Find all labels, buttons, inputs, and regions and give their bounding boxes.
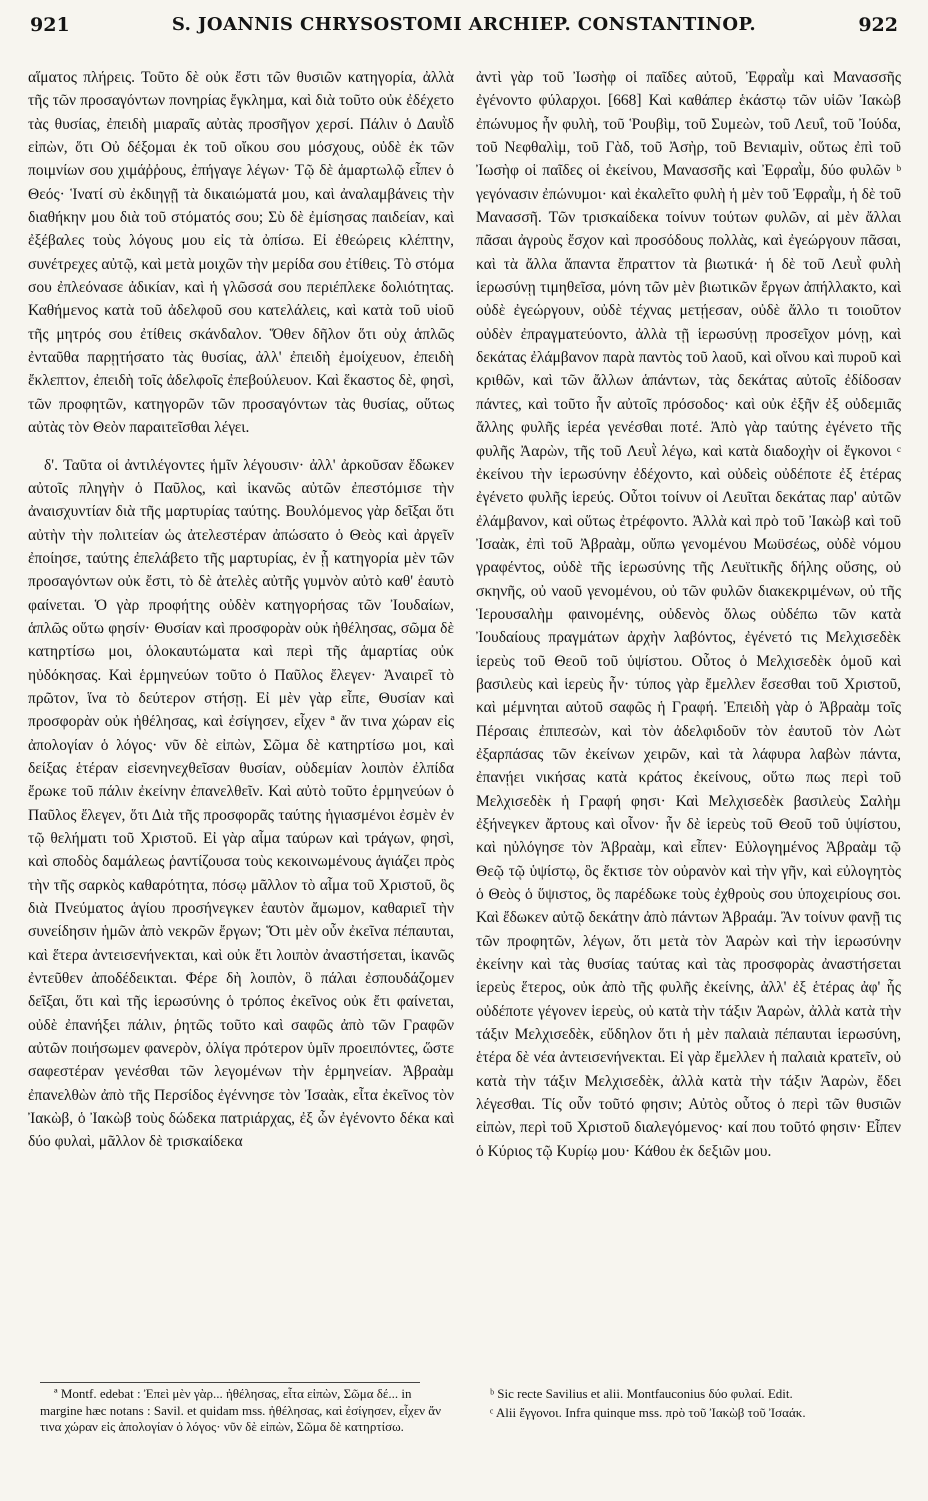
- footnotes-left: [40, 1386, 454, 1438]
- page-number-left: 921: [30, 14, 70, 36]
- page-number-right: 922: [858, 14, 898, 36]
- footnote-divider: [40, 1382, 420, 1383]
- left-column: [28, 66, 454, 1366]
- paragraph: ἀντὶ γὰρ τοῦ Ἰωσὴφ οἱ παῖδες αὐτοῦ, Ἐφραῒμ καὶ Μανασσῆς ἐγένοντο φύλαρχοι. [668] Καὶ καθάπερ ἑκάστῳ τῶν υἱῶν Ἰακὼβ ἐπώνυμος ἦν φυλὴ, τοῦ Ῥουβὶμ, τοῦ Συμεὼν, τοῦ Λευΐ, τοῦ Ἰούδα, τοῦ Νεφθαλὶμ, τοῦ Γὰδ, τοῦ Ἀσὴρ, τοῦ Βενιαμὶν, οὕτως ἐπὶ τοῦ Ἰωσὴφ οἱ παῖδες οἱ ἐκείνου, Μανασσῆς καὶ Ἐφραῒμ, δύο φυλῶν ᵇ γεγόνασιν ἐπώνυμοι· καὶ ἐκαλεῖτο φυλὴ ἡ μὲν τοῦ Ἐφραῒμ, ἡ δὲ τοῦ Μανασσῆ. Τῶν τρισκαίδεκα τοίνυν τούτων φυλῶν, αἱ μὲν ἄλλαι πᾶσαι ἀγροὺς ἔσχον καὶ προσόδους πολλὰς, καὶ ἐγεώργουν πᾶσαι, καὶ τὰ ἄλλα ἅπαντα ἔπραττον τὰ βιωτικά· ἡ δὲ τοῦ Λευῒ φυλὴ ἱερωσύνῃ τιμηθεῖσα, μόνη τῶν μὲν βιωτικῶν ἔργων ἀπήλλακτο, καὶ οὐδὲ ἐγεώργουν, οὐδὲ τέχνας μετῄεσαν, οὐδὲ ἄλλο τι τοιοῦτον οὐδὲν ἐπραγματεύοντο, ἀλλὰ τῇ ἱερωσύνῃ προσεῖχον μόνῃ, καὶ δεκάτας ἐλάμβανον παρὰ παντὸς τοῦ λαοῦ, καὶ οἴνου καὶ πυροῦ καὶ κριθῶν, καὶ τῶν ἄλλων ἁπάντων, τὰς δεκάτας αὐτοῖς ἐδίδοσαν πάντες, καὶ τοῦτο ἦν αὐτοῖς πρόσοδος· καὶ οὐκ ἐξῆν ἐξ οὐδεμιᾶς ἄλλης φυλῆς ἱερέα γενέσθαι ποτέ. Ἀπὸ γὰρ ταύτης ἐγένετο τῆς φυλῆς Ἀαρὼν, τῆς τοῦ Λευῒ λέγω, καὶ κατὰ διαδοχὴν οἱ ἔγκονοι ᶜ ἐκείνου τὴν ἱερωσύνην ἐδέχοντο, καὶ οὐδεὶς οὐδέποτε ἐξ ἑτέρας ἐγένετο φυλῆς ἱερεύς. Οὗτοι τοίνυν οἱ Λευῖται δεκάτας παρ' αὐτῶν ἐλάμβανον, καὶ οὕτως ἐτρέφοντο. Ἀλλὰ καὶ πρὸ τοῦ Ἰακὼβ καὶ τοῦ Ἰσαὰκ, ἐπὶ τοῦ Ἀβραὰμ, οὔπω γενομένου Μωϋσέως, οὐδὲ νόμου γραφέντος, οὐδὲ τῆς ἱερωσύνης τῆς Λευϊτικῆς δήλης οὔσης, οὐ σκηνῆς, οὐ ναοῦ γενομένου, οὐ τῶν φυλῶν διακεκριμένων, οὐ τῆς Ἱερουσαλὴμ φαινομένης, οὐδενὸς ὅλως οὐδέπω τῶν κατὰ Ἰουδαίους πραγμάτων ἀρχὴν λαβόντος, ἐγένετό τις Μελχισεδὲκ ἱερεὺς τοῦ Θεοῦ τοῦ ὑψίστου. Οὗτος ὁ Μελχισεδὲκ ὁμοῦ καὶ βασιλεὺς καὶ ἱερεὺς ἦν· τύπος γὰρ ἔμελλεν ἔσεσθαι τοῦ Χριστοῦ, καὶ μέμνηται αὐτοῦ σαφῶς ἡ Γραφή. Ἐπειδὴ γὰρ ὁ Ἀβραὰμ τοῖς Πέρσαις ἐπιπεσὼν, καὶ τὸν ἀδελφιδοῦν τὸν ἑαυτοῦ τὸν Λὼτ ἐξαρπάσας τῶν ἐκείνων χειρῶν, καὶ τὰ λάφυρα λαβὼν πάντα, ἐπανῄει νικήσας κατὰ κράτος ἐκείνους, οὕτω πως περὶ τοῦ Μελχισεδὲκ ἡ Γραφή φησι· Καὶ Μελχισεδὲκ βασιλεὺς Σαλὴμ ἐξήνεγκεν ἄρτους καὶ οἶνον· ἦν δὲ ἱερεὺς τοῦ Θεοῦ τοῦ ὑψίστου, καὶ ηὐλόγησε τὸν Ἀβραὰμ, καὶ εἶπεν· Εὐλογημένος Ἀβραὰμ τῷ Θεῷ τῷ ὑψίστῳ, ὃς ἔκτισε τὸν οὐρανὸν καὶ τὴν γῆν, καὶ εὐλογητὸς ὁ Θεὸς ὁ ὕψιστος, ὃς παρέδωκε τοὺς ἐχθροὺς σου ὑποχειρίους σοι. Καὶ ἔδωκεν αὐτῷ δεκάτην ἀπὸ πάντων Ἀβραάμ. Ἂν τοίνυν φανῇ τις τῶν προφητῶν, λέγων, ὅτι μετὰ τὸν Ἀαρὼν καὶ τὴν ἱερωσύνην ἐκείνην καὶ τὰς θυσίας ταύτας καὶ τὰς προσφορὰς ἀναστήσεται ἱερεὺς ἕτερος, οὐκ ἀπὸ τῆς φυλῆς ἐκείνης, ἀλλ' ἐξ ἑτέρας ἀφ' ἧς οὐδέποτε γέγονεν ἱερεὺς, οὐ κατὰ τὴν τάξιν Ἀαρὼν, ἀλλὰ κατὰ τὴν τάξιν Μελχισεδὲκ, εὔδηλον ὅτι ἡ μὲν παλαιὰ πέπαυται ἱερωσύνη, ἑτέρα δὲ νέα ἀντεισενήνεκται. Εἰ γὰρ ἔμελλεν ἡ παλαιὰ κρατεῖν, οὐ κατὰ τὴν τάξιν Μελχισεδὲκ, ἀλλὰ κατὰ τὴν τάξιν Ἀαρὼν, ἔδει λέγεσθαι. Τίς οὖν τοῦτό φησιν; Αὐτὸς οὗτος ὁ περὶ τῶν θυσιῶν εἰπὼν, περὶ τοῦ Χριστοῦ διαλεγόμενος· καί που τοῦτό φησιν· Εἶπεν ὁ Κύριος τῷ Κυρίῳ μου· Κάθου ἐκ δεξιῶν μου.: [476, 69, 901, 1160]
- footnote-a: ª Montf. edebat : Ἐπεὶ μὲν γὰρ... ἠθέλησας, εἶτα εἰπὼν, Σῶμα δέ... in margine hæc notans : Savil. et quidam mss. ἠθέλησας, καὶ ἐσίγησεν, εἶχεν ἄν τινα χώραν εἰς ἀπολογίαν ὁ λόγος· νῦν δὲ εἰπὼν, Σῶμα δὲ κατηρτίσω.: [40, 1386, 441, 1434]
- paragraph: δ'. Ταῦτα οἱ ἀντιλέγοντες ἡμῖν λέγουσιν· ἀλλ' ἀρκοῦσαν ἔδωκεν αὐτοῖς πληγὴν ὁ Παῦλος, καὶ ἱκανῶς αὐτῶν ἐπεστόμισε τὴν ἀναισχυντίαν διὰ τῆς μαρτυρίας ταύτης. Βουλόμενος γὰρ δεῖξαι ὅτι αὐτὴν τὴν πολιτείαν ὡς ἀτελεστέραν ἀπώσατο ὁ Θεὸς καὶ ἀργεῖν ἐποίησε, ταύτης ἐπελάβετο τῆς μαρτυρίας, ἐν ᾗ κατηγορία μὲν τῶν προσαγόντων οὐκ ἔστι, τὸ δὲ ἀτελὲς αὐτῆς γυμνὸν αὐτὸ καθ' ἑαυτὸ φαίνεται. Ὁ γὰρ προφήτης οὐδὲν κατηγορήσας τῶν Ἰουδαίων, ἁπλῶς οὕτω φησίν· Θυσίαν καὶ προσφορὰν οὐκ ἠθέλησας, σῶμα δὲ κατηρτίσω μοι, ὁλοκαυτώματα καὶ περὶ τῆς ἁμαρτίας οὐκ ηὐδόκησας. Καὶ ἑρμηνεύων τοῦτο ὁ Παῦλος ἔλεγεν· Ἀναιρεῖ τὸ πρῶτον, ἵνα τὸ δεύτερον στήσῃ. Εἰ μὲν γὰρ εἶπε, Θυσίαν καὶ προσφορὰν οὐκ ἠθέλησας, καὶ ἐσίγησεν, εἶχεν ª ἄν τινα χώραν εἰς ἀπολογίαν ὁ λόγος· νῦν δὲ εἰπὼν, Σῶμα δὲ κατηρτίσω μοι, καὶ δείξας ἑτέραν εἰσενηνεχθεῖσαν θυσίαν, οὐδεμίαν λοιπὸν ἐλπίδα ἔρωκε τοῦ πάλιν ἐκείνην ἐπανελθεῖν. Καὶ αὐτὸ τοῦτο ἑρμηνεύων ὁ Παῦλος ἔλεγεν, ὅτι Διὰ τῆς προσφορᾶς ταύτης ἡγιασμένοι ἐσμὲν ἐν τῷ θελήματι τοῦ Χριστοῦ. Εἰ γὰρ αἷμα ταύρων καὶ τράγων, φησὶ, καὶ σποδὸς δαμάλεως ῥαντίζουσα τοὺς κεκοινωμένους ἁγιάζει πρὸς τὴν τῆς σαρκὸς καθαρότητα, πόσῳ μᾶλλον τὸ αἷμα τοῦ Χριστοῦ, ὃς διὰ Πνεύματος ἁγίου προσήνεγκεν ἑαυτὸν ἄμωμον, καθαριεῖ τὴν συνείδησιν ἡμῶν ἀπὸ νεκρῶν ἔργων; Ὅτι μὲν οὖν ἐκεῖνα πέπαυται, καὶ ἕτερα ἀντεισενήνεκται, καὶ οὐκ ἔτι λοιπὸν ἀναστήσεται, ἱκανῶς ἐντεῦθεν ἀποδέδεικται. Φέρε δὴ λοιπὸν, ὃ πάλαι ἐσπουδάζομεν δεῖξαι, ὅτι καὶ τῆς ἱερωσύνης ὁ τρόπος ἐκεῖνος οὐκ ἔτι φαίνεται, οὐδὲ ἐπανήξει πάλιν, ῥητῶς τοῦτο καὶ σαφῶς ἀπὸ τῶν Γραφῶν αὐτῶν ποιήσωμεν φανερὸν, ὀλίγα πρότερον ὑμῖν προειπόντες, ὥστε σαφεστέραν γενέσθαι τῶν λεγομένων τὴν ἑρμηνείαν. Ἀβραὰμ ἐπανελθὼν ἀπὸ τῆς Περσίδος ἐγέννησε τὸν Ἰσαὰκ, εἶτα ἐκεῖνος τὸν Ἰακὼβ, ὁ Ἰακὼβ τοὺς δώδεκα πατριάρχας, ἐξ ὧν ἐγένοντο δέκα καὶ δύο φυλαὶ, μᾶλλον δὲ τρισκαίδεκα: [28, 456, 454, 1151]
- footnote-b: ᵇ Sic recte Savilius et alii. Montfauconius δύο φυλαί. Edit.: [490, 1386, 793, 1401]
- running-title: S. JOANNIS CHRYSOSTOMI ARCHIEP. CONSTANTINOP.: [171, 14, 757, 35]
- paragraph: αἵματος πλήρεις. Τοῦτο δὲ οὐκ ἔστι τῶν θυσιῶν κατηγορία, ἀλλὰ τῆς τῶν προσαγόντων πονηρίας ἔγκλημα, καὶ διὰ τοῦτο οὐκ ἐδέχετο τὰς θυσίας, ἐπειδὴ μιαραῖς αὐτὰς προσῆγον χερσί. Πάλιν ὁ Δαυῒδ εἰπὼν, ὅτι Οὐ δέξομαι ἐκ τοῦ οἴκου σου μόσχους, οὐδὲ ἐκ τῶν ποιμνίων σου χιμάῤῥους, ἐπήγαγε λέγων· Τῷ δὲ ἁμαρτωλῷ εἶπεν ὁ Θεός· Ἱνατί σὺ ἐκδιηγῇ τὰ δικαιώματά μου, καὶ ἀναλαμβάνεις τὴν διαθήκην μου διὰ τοῦ στόματός σου; Σὺ δὲ ἐμίσησας παιδείαν, καὶ ἐξέβαλες τοὺς λόγους μου εἰς τὰ ὀπίσω. Εἰ ἐθεώρεις κλέπτην, συνέτρεχες αὐτῷ, καὶ μετὰ μοιχῶν τὴν μερίδα σου ἐτίθεις. Τὸ στόμα σου ἐπλεόνασε ἀδικίαν, καὶ ἡ γλῶσσά σου περιέπλεκε δολιότητας. Καθήμενος κατὰ τοῦ ἀδελφοῦ σου κατελάλεις, καὶ κατὰ τοῦ υἱοῦ τῆς μητρός σου ἐτίθεις σκάνδαλον. Ὅθεν δῆλον ὅτι οὐχ ἁπλῶς ἐνταῦθα παρῃτήσατο τὰς θυσίας, ἀλλ' ἐπειδὴ ἐμοίχευον, ἐπειδὴ ἔκλεπτον, ἐπειδὴ τοῖς ἀδελφοῖς ἐπεβούλευον. Καὶ ἕκαστος δὲ, φησὶ, τῶν προφητῶν, κατηγορῶν τῶν προσαγόντων τὰς θυσίας, οὕτως αὐτὰς τὸν Θεὸν παραιτεῖσθαι λέγει.: [28, 69, 454, 437]
- right-column: [476, 66, 901, 1366]
- footnotes-right: [476, 1386, 901, 1423]
- footnote-c: ᶜ Alii ἔγγονοι. Infra quinque mss. πρὸ τοῦ Ἰακὼβ τοῦ Ἰσαάκ.: [490, 1404, 806, 1420]
- page-header: [28, 14, 900, 50]
